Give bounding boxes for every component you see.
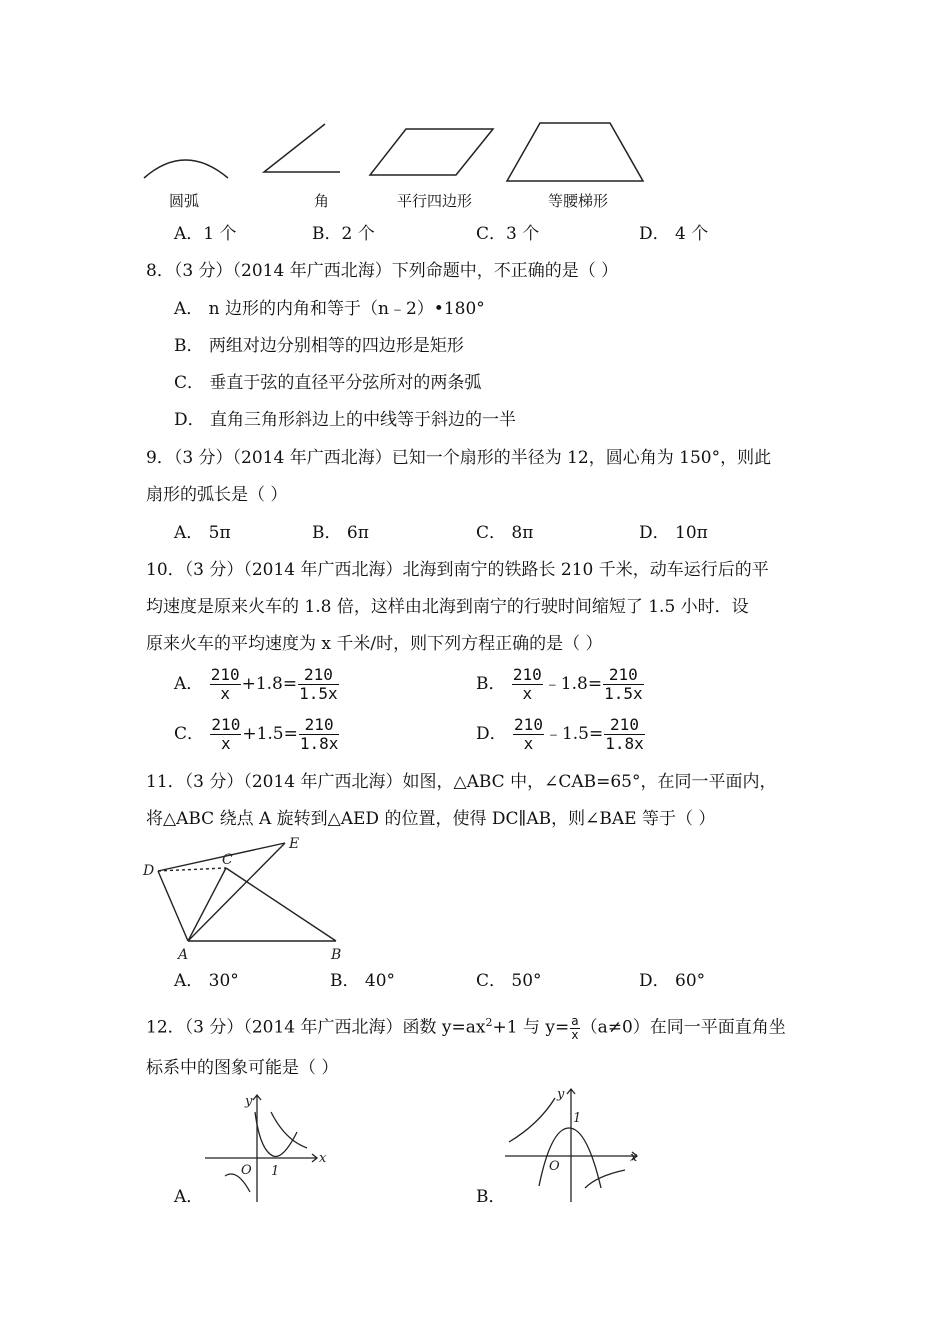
q12-frac-num: a	[571, 1013, 579, 1028]
label-d: D	[143, 863, 155, 879]
q10-option-c-frac2	[299, 716, 340, 753]
q10-option-d-frac2-num: 210	[604, 716, 645, 735]
q10-option-d-frac1	[513, 716, 544, 753]
q12-frac-den: x	[571, 1027, 579, 1042]
q12-option-a-label: A．	[174, 1187, 204, 1207]
q11-option-c: C． 50°	[476, 971, 542, 991]
q9-option-c: C． 8π	[476, 523, 534, 543]
graph-a-tick: 1	[271, 1164, 280, 1179]
q10-option-a	[174, 666, 340, 703]
segment-ad	[158, 871, 188, 941]
q10-option-a-label: A．	[174, 674, 204, 694]
graph-a-y-label: y	[245, 1094, 253, 1109]
q10-option-a-frac2-num: 210	[298, 666, 339, 685]
q10-option-b-label: B．	[476, 674, 506, 694]
q10-option-c	[174, 716, 340, 753]
q9-option-b: B． 6π	[312, 523, 369, 543]
q12-stem-part1: 12．（3 分）（2014 年广西北海）函数 y=ax	[146, 1017, 486, 1038]
label-e: E	[289, 836, 300, 852]
graph-a-x-label: x	[319, 1151, 327, 1166]
q11-triangle-figure	[140, 835, 360, 965]
q10-option-b-frac2-den: 1.5x	[604, 684, 643, 703]
q10-option-c-frac1	[210, 716, 241, 753]
q11-option-a: A． 30°	[174, 971, 239, 991]
q10-option-b-frac2	[603, 666, 644, 703]
q12-frac	[570, 1015, 579, 1042]
graph-b-hyperbola-left	[509, 1098, 555, 1142]
q12-stem-part3: （a≠0）在同一平面直角坐	[580, 1017, 786, 1038]
q10-option-a-frac1-num: 210	[210, 665, 240, 684]
graph-a-hyperbola-right	[271, 1112, 307, 1148]
q11-stem-line1: 11．（3 分）（2014 年广西北海）如图，△ABC 中，∠CAB=65°，在同一平面内，	[146, 772, 777, 792]
q10-stem-line1: 10．（3 分）（2014 年广西北海）北海到南宁的铁路长 210 千米，动车运行后的平	[146, 560, 769, 580]
q11-option-d: D． 60°	[639, 971, 706, 991]
q11-stem-line2: 将△ABC 绕点 A 旋转到△AED 的位置，使得 DC∥AB，则∠BAE 等于（ ）	[146, 809, 716, 829]
q8-stem: 8．（3 分）（2014 年广西北海）下列命题中，不正确的是（ ）	[146, 261, 619, 281]
label-c: C	[222, 852, 233, 868]
q7-option-d: D． 4 个	[639, 224, 709, 244]
q10-option-d-frac1-num: 210	[514, 715, 543, 734]
graph-b-tick: 1	[573, 1111, 582, 1126]
arc-figure	[140, 150, 240, 190]
segment-ea	[188, 843, 285, 941]
q12-stem-line1	[146, 1012, 786, 1042]
q8-option-b: B． 两组对边分别相等的四边形是矩形	[174, 336, 464, 356]
graph-b-hyperbola-right	[585, 1170, 625, 1188]
q10-stem-line2: 均速度是原来火车的 1.8 倍，这样由北海到南宁的行驶时间缩短了 1.5 小时．设	[146, 597, 749, 617]
q10-option-c-frac2-num: 210	[299, 716, 340, 735]
q10-option-c-frac1-den: x	[221, 734, 231, 753]
q10-option-c-frac1-num: 210	[211, 715, 241, 734]
q10-option-b-op: ﹣1.8=	[543, 674, 603, 694]
q9-option-a: A． 5π	[174, 523, 231, 543]
q10-option-b-frac2-num: 210	[603, 666, 644, 685]
q10-option-b-frac1	[512, 666, 543, 703]
q11-option-b: B． 40°	[330, 971, 396, 991]
caption-arc: 圆弧	[169, 192, 200, 210]
graph-a-parabola	[255, 1112, 297, 1157]
segment-ac	[188, 868, 226, 941]
caption-trapezoid: 等腰梯形	[548, 192, 609, 210]
trapezoid-figure	[505, 120, 645, 185]
q10-option-a-frac1-den: x	[220, 684, 230, 703]
q10-option-c-op: +1.5=	[242, 724, 298, 744]
segment-cb	[226, 868, 336, 941]
q12-stem-line2: 标系中的图象可能是（ ）	[146, 1058, 339, 1078]
q9-stem-line1: 9．（3 分）（2014 年广西北海）已知一个扇形的半径为 12，圆心角为 150°，则此	[146, 448, 772, 468]
q9-option-d: D． 10π	[639, 523, 708, 543]
q7-option-a: A．1 个	[174, 224, 237, 244]
q10-option-d-label: D．	[476, 724, 507, 744]
graph-b-parabola	[539, 1128, 601, 1188]
q10-option-b-frac1-num: 210	[512, 665, 542, 684]
graph-a-origin: O	[241, 1163, 252, 1178]
q12-graph-a	[205, 1090, 335, 1205]
q7-option-c: C．3 个	[476, 224, 540, 244]
graph-b-y-label: y	[557, 1087, 565, 1102]
label-b: B	[331, 947, 342, 963]
q10-option-d-frac1-den: x	[523, 734, 534, 753]
parallelogram-figure	[368, 125, 498, 180]
caption-parallelogram: 平行四边形	[397, 192, 473, 210]
q10-option-d	[476, 716, 646, 753]
angle-figure	[260, 120, 340, 180]
q8-option-a: A． n 边形的内角和等于（n﹣2）•180°	[174, 299, 485, 319]
q8-option-c: C． 垂直于弦的直径平分弦所对的两条弧	[174, 373, 482, 393]
q10-option-a-frac1	[210, 666, 241, 703]
graph-b-origin: O	[549, 1159, 560, 1174]
caption-angle: 角	[314, 192, 330, 210]
q10-option-a-frac2	[298, 666, 339, 703]
q9-stem-line2: 扇形的弧长是（ ）	[146, 485, 288, 505]
q10-option-c-label: C．	[174, 724, 205, 744]
q10-option-b	[476, 666, 645, 703]
q8-option-d: D． 直角三角形斜边上的中线等于斜边的一半	[174, 410, 517, 430]
q10-stem-line3: 原来火车的平均速度为 x 千米/时，则下列方程正确的是（ ）	[146, 634, 603, 654]
q12-stem-part2: +1 与 y=	[492, 1017, 570, 1038]
q10-option-d-frac2	[604, 716, 645, 753]
q10-option-d-op: ﹣1.5=	[544, 724, 604, 744]
graph-b-x-label: x	[630, 1150, 638, 1165]
q10-option-d-frac2-den: 1.8x	[605, 734, 644, 753]
q10-option-c-frac2-den: 1.8x	[299, 734, 339, 753]
q10-option-a-op: +1.8=	[241, 674, 298, 694]
q10-option-a-frac2-den: 1.5x	[299, 684, 338, 703]
q12-graph-b	[505, 1084, 645, 1204]
label-a: A	[178, 947, 189, 963]
q10-option-b-frac1-den: x	[522, 684, 533, 703]
q12-stem-sup: 2	[485, 1016, 493, 1029]
q7-option-b: B．2 个	[312, 224, 375, 244]
q12-option-b-label: B．	[476, 1187, 506, 1207]
